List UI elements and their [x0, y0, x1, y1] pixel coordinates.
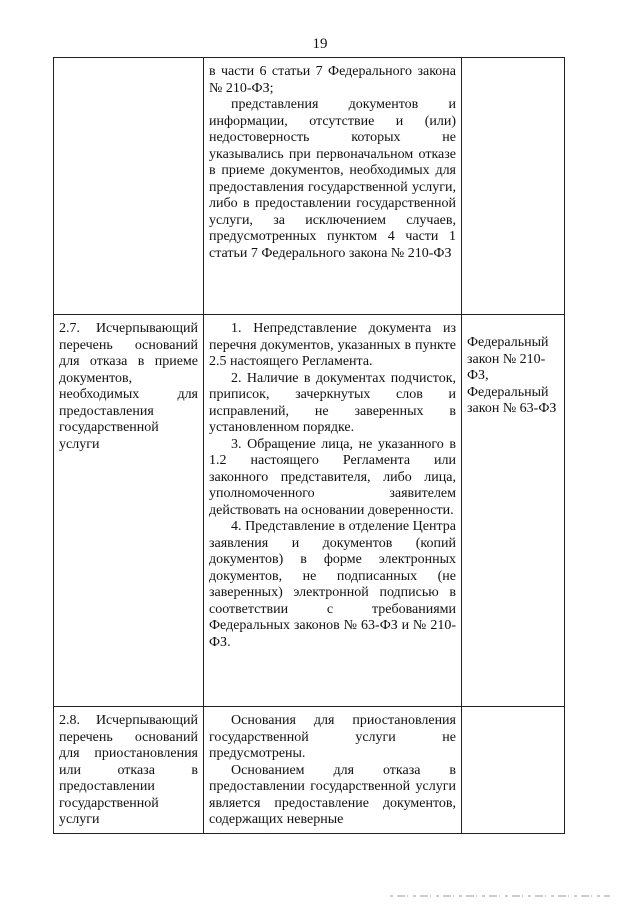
content-paragraph: 1. Непредставление документа из перечня документов, указанных в пункте 2.5 настоящего Регламента. [209, 321, 456, 369]
content-paragraph: 2. Наличие в документах подчисток, приписок, зачеркнутых слов и исправлений, не заверенных в установленном порядке. [209, 370, 456, 435]
table-row [54, 315, 565, 707]
content-paragraph: в части 6 статьи 7 Федерального закона № 210-ФЗ; [209, 64, 456, 96]
row-basis-cell [462, 707, 565, 834]
row-label-cell [54, 315, 204, 707]
table-row [54, 58, 565, 315]
row-basis-cell [462, 315, 565, 707]
row-label: 2.8. Исчерпывающий перечень оснований для приостановления или отказа в предоставлении государственной услуги [59, 713, 198, 827]
content-paragraph: Основанием для отказа в предоставлении государственной услуги является предоставление документов, содержащих неверные [209, 762, 456, 827]
row-content-cell [204, 58, 462, 315]
row-label: 2.7. Исчерпывающий перечень оснований для отказа в приеме документов, необходимых для предоставления государственной услуги [59, 321, 198, 452]
row-basis-cell [462, 58, 565, 315]
content-paragraph: представления документов и информации, отсутствие и (или) недостоверность которых не указывались при первоначальном отказе в приеме документов, необходимых для предоставления государственной услуги, либо в предоставлении государственной услуги, за исключением случаев, предусмотренных пунктом 4 части 1 статьи 7 Федерального закона № 210-ФЗ [209, 97, 456, 261]
table-row [54, 707, 565, 834]
row-label-cell [54, 58, 204, 315]
row-content-cell [204, 707, 462, 834]
content-paragraph: 4. Представление в отделение Центра заявления и документов (копий документов) в форме электронных документов, не подписанных (не заверенных) электронной подписью в соответствии с требованиями Федеральных законов № 63-ФЗ и № 210-ФЗ. [209, 519, 456, 650]
regulation-table [53, 57, 565, 834]
row-label-cell [54, 707, 204, 834]
content-paragraph: Основания для приостановления государственной услуги не предусмотрены. [209, 713, 456, 761]
scan-artifact [390, 895, 610, 897]
row-basis: Федеральный закон № 210-ФЗ, Федеральный закон № 63-ФЗ [467, 335, 557, 416]
page-number: 19 [312, 36, 328, 52]
content-paragraph: 3. Обращение лица, не указанного в 1.2 настоящего Регламента или законного представителя, либо лица, уполномоченного заявителем действовать на основании доверенности. [209, 436, 456, 518]
row-content-cell [204, 315, 462, 707]
